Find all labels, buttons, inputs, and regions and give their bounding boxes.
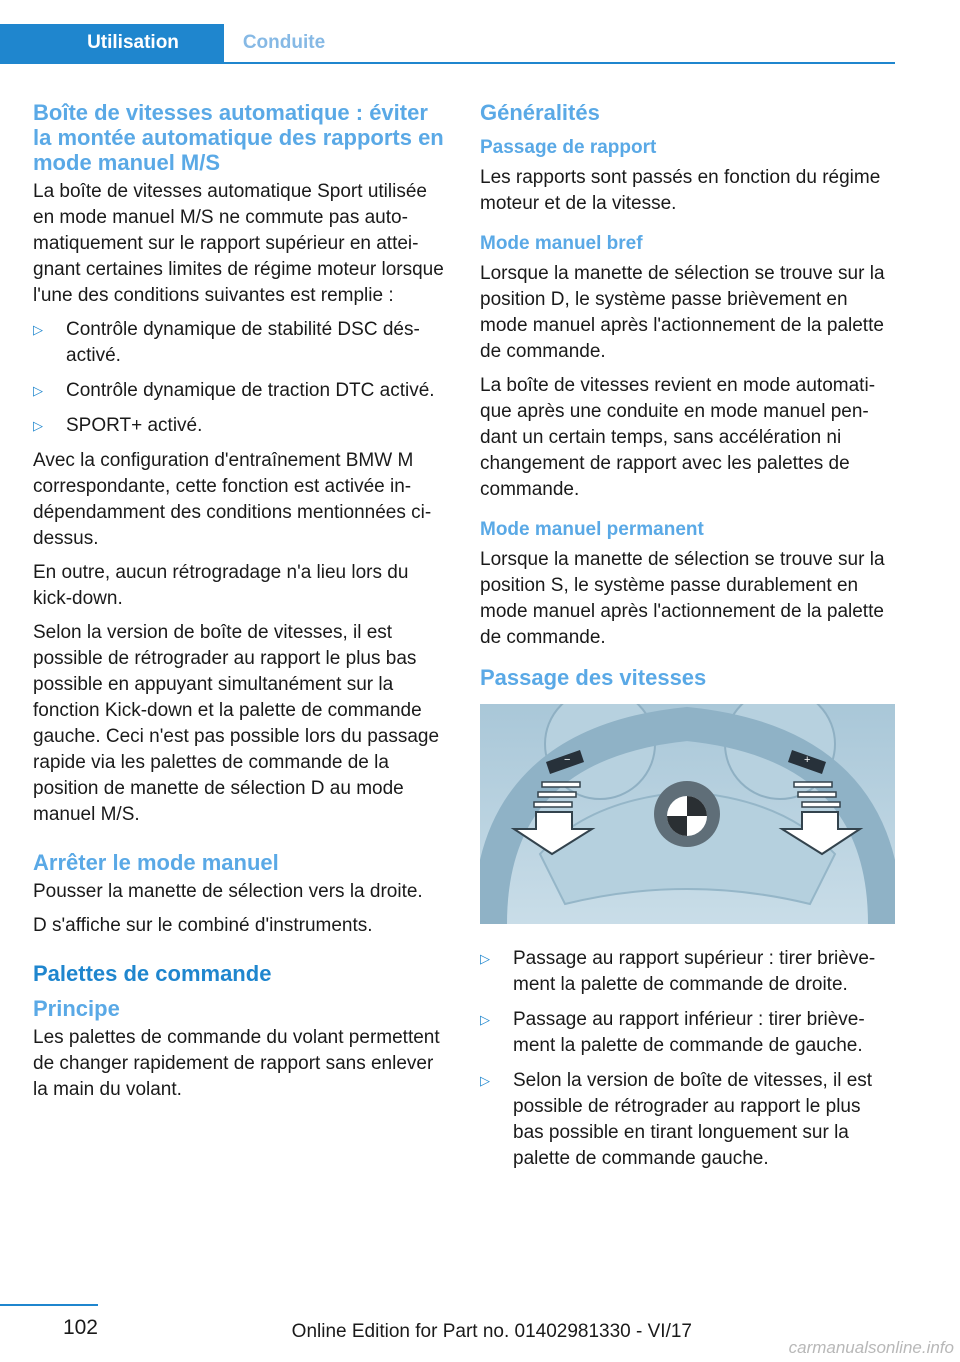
page-number-rule xyxy=(0,1304,98,1306)
tab-conduite[interactable]: Conduite xyxy=(242,32,326,53)
list-item: ▷ Passage au rapport inférieur : tirer brièvement la palette de commande de gauche. xyxy=(480,1009,865,1056)
triangle-bullet-icon: ▷ xyxy=(33,383,43,398)
heading-mode-manuel-permanent: Mode manuel permanent xyxy=(480,519,704,540)
heading-passage-de-rapport: Passage de rapport xyxy=(480,137,657,158)
steering-wheel-paddles-figure xyxy=(480,704,895,924)
heading-palettes-de-commande: Palettes de commande xyxy=(33,961,272,986)
paragraph: D s'affiche sur le combiné d'instruments. xyxy=(33,915,373,936)
paragraph: Avec la configuration d'entraînement BMW M correspondante, cette fonction est activée indépendamment des conditions mentionnées ci-dessus. xyxy=(33,450,432,549)
paragraph: En outre, aucun rétrogradage n'a lieu lors du kick-down. xyxy=(33,562,409,609)
heading-arreter-mode-manuel: Arrêter le mode manuel xyxy=(33,850,279,875)
list-item: ▷ Contrôle dynamique de stabilité DSC désactivé. xyxy=(33,319,420,366)
list-item: ▷ Contrôle dynamique de traction DTC activé. xyxy=(33,378,449,404)
left-column xyxy=(33,100,449,1111)
chapter-tabbar xyxy=(0,24,895,64)
watermark: carmanualsonline.info xyxy=(788,1338,954,1357)
list-item: ▷ Selon la version de boîte de vitesses, il est possible de rétrograder au rapport le plus bas possible en tirant longuement sur la palette de commande gauche. xyxy=(480,1070,873,1169)
heading-mode-manuel-bref: Mode manuel bref xyxy=(480,233,643,254)
triangle-bullet-icon: ▷ xyxy=(33,322,43,337)
paragraph: Pousser la manette de sélection vers la droite. xyxy=(33,881,423,902)
paddle-plus-label: + xyxy=(804,754,811,766)
shift-instructions-list xyxy=(480,946,896,1172)
paragraph: Les palettes de commande du volant permettent de changer rapidement de rapport sans enlever la main du volant. xyxy=(33,1027,440,1100)
edition-footer: Online Edition for Part no. 01402981330 - VI/17 xyxy=(291,1321,692,1342)
paddle-minus-label: − xyxy=(564,754,571,766)
heading-eviter-montee: Boîte de vitesses automatique : éviter la montée automatique des rapports en mode manuel M/S xyxy=(33,100,444,175)
list-item: ▷ SPORT+ activé. xyxy=(33,413,449,439)
triangle-bullet-icon: ▷ xyxy=(480,1073,490,1088)
paragraph: La boîte de vitesses revient en mode automatique après une conduite en mode manuel pendant un certain temps, sans accélération ni changement de rapport avec les palettes de commande. xyxy=(480,375,876,500)
page-number: 102 xyxy=(62,1316,98,1339)
triangle-bullet-icon: ▷ xyxy=(33,418,43,433)
triangle-bullet-icon: ▷ xyxy=(480,1012,490,1027)
conditions-list xyxy=(33,317,449,439)
heading-generalites: Généralités xyxy=(480,100,600,125)
heading-passage-des-vitesses: Passage des vitesses xyxy=(480,665,707,690)
triangle-bullet-icon: ▷ xyxy=(480,951,490,966)
paragraph: Lorsque la manette de sélection se trouve sur la position S, le système passe durablement en mode manuel après l'actionnement de la palette de commande. xyxy=(480,549,885,648)
heading-principe: Principe xyxy=(33,996,120,1021)
tab-utilisation[interactable]: Utilisation xyxy=(0,24,224,62)
right-column xyxy=(480,100,896,1181)
paragraph: Les rapports sont passés en fonction du régime moteur et de la vitesse. xyxy=(480,167,881,214)
paragraph: Lorsque la manette de sélection se trouve sur la position D, le système passe brièvement en mode manuel après l'actionnement de la palette de commande. xyxy=(480,263,885,362)
paragraph: Selon la version de boîte de vitesses, il est possible de rétrograder au rapport le plus bas possible en appuyant simultanément sur la fonction Kick-down et la palette de commande gauche. Ceci n'est pas possible lors du passage rapide via les palettes de commande de la position de manette de sélection D au mode manuel M/S. xyxy=(33,622,440,825)
paragraph: La boîte de vitesses automatique Sport utilisée en mode manuel M/S ne commute pas automatiquement sur le rapport supérieur en atteignant certaines limites de régime moteur lorsque l'une des conditions suivantes est remplie : xyxy=(33,181,444,306)
list-item: ▷ Passage au rapport supérieur : tirer brièvement la palette de commande de droite. xyxy=(480,948,876,995)
